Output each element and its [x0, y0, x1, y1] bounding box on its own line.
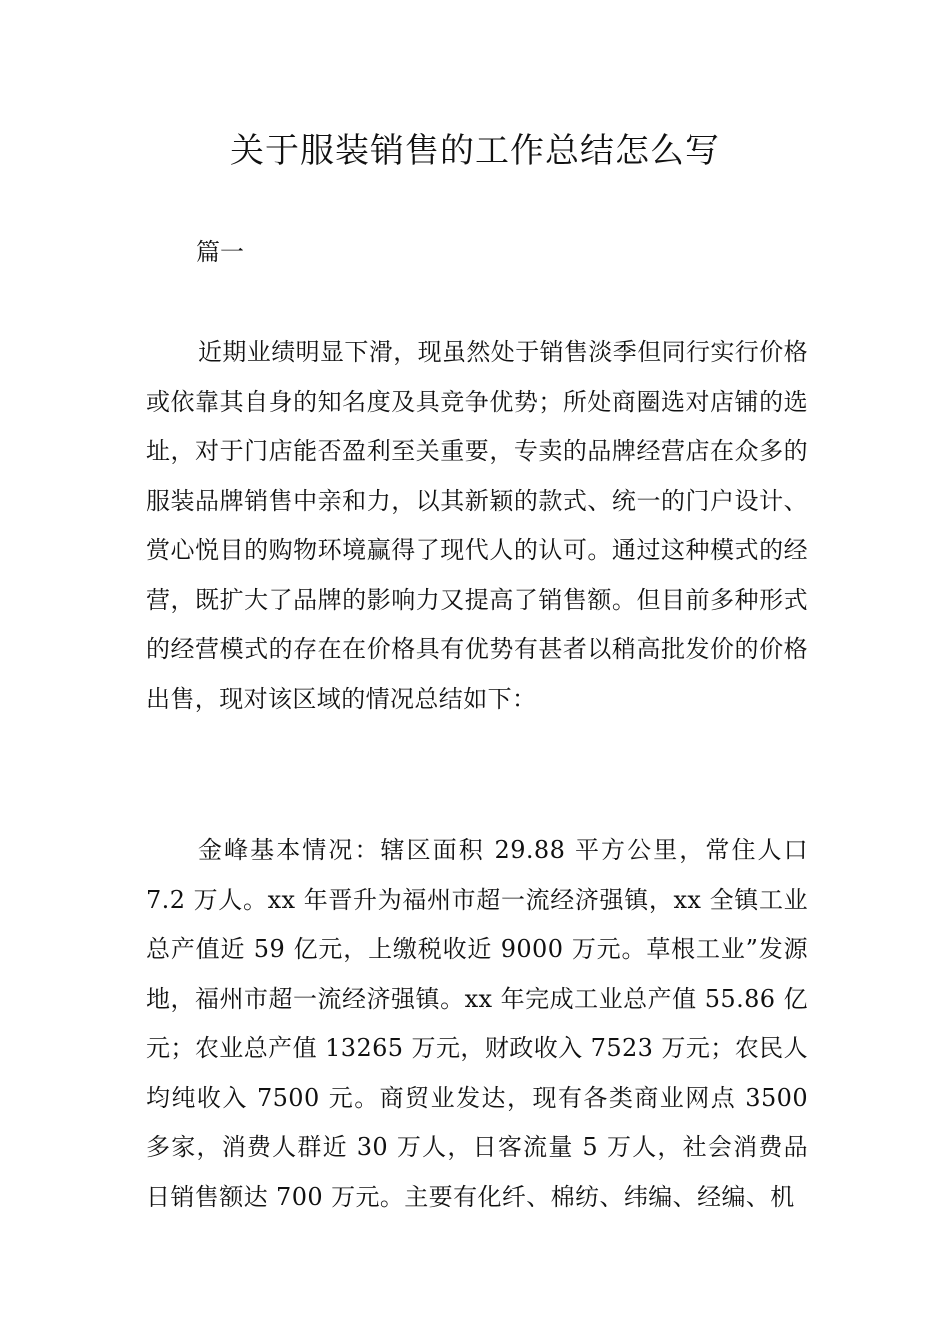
section-label: 篇一 [196, 238, 244, 266]
paragraph-1: 近期业绩明显下滑，现虽然处于销售淡季但同行实行价格或依靠其自身的知名度及具竞争优势；所处商圈选对店铺的选址，对于门店能否盈利至关重要，专卖的品牌经营店在众多的服装品牌销售中亲和力，以其新颖的款式、统一的门户设计、赏心悦目的购物环境赢得了现代人的认可。通过这种模式的经营，既扩大了品牌的影响力又提高了销售额。但目前多种形式的经营模式的存在在价格具有优势有甚者以稍高批发价的价格出售，现对该区域的情况总结如下： [146, 338, 808, 713]
paragraph-2: 金峰基本情况：辖区面积 29.88 平方公里，常住人口 7.2 万人。xx 年晋升为福州市超一流经济强镇，xx 全镇工业总产值近 59 亿元，上缴税收近 9000 万元。草根工业”发源地，福州市超一流经济强镇。xx 年完成工业总产值 55.86 亿元；农业总产值 13265 万元，财政收入 7523 万元；农民人均纯收入 7500 元。商贸业发达，现有各类商业网点 3500 多家，消费人群近 30 万人，日客流量 5 万人，社会消费品日销售额达 700 万元。主要有化纤、棉纺、纬编、经编、机 [146, 836, 808, 1211]
document-title: 关于服装销售的工作总结怎么写 [230, 131, 720, 171]
